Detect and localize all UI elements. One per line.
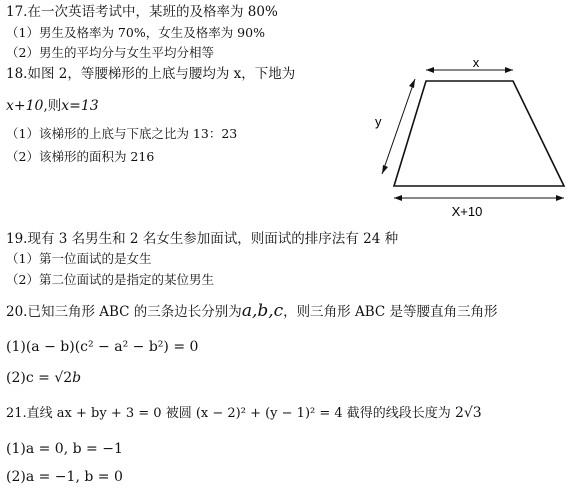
q21-stem-val: 2√3 — [454, 405, 482, 421]
q20-option-2 — [6, 369, 81, 385]
q21-stem-a: 21.直线 ax + by + 3 = 0 被圆 (x − 2)² + (y − 1)² = 4 截得的线段长度为 — [6, 406, 455, 421]
q21-option-2: (2)a = −1, b = 0 — [6, 469, 123, 485]
q20-option-2-prefix: (2)c = — [6, 370, 55, 386]
q18-condition-mid: ,则 — [43, 98, 62, 114]
q19-stem: 19.现有 3 名男生和 2 名女生参加面试，则面试的排序法有 24 种 — [6, 231, 399, 247]
q17-option-1: （1）男生及格率为 70%，女生及格率为 90% — [6, 25, 265, 40]
top-arrow-left — [426, 67, 434, 73]
q18-condition-right: x=13 — [61, 98, 99, 114]
q19-option-1: （1）第一位面试的是女生 — [6, 251, 152, 266]
q18-option-2: （2）该梯形的面积为 216 — [6, 149, 155, 164]
q19-option-2: （2）第二位面试的是指定的某位男生 — [6, 272, 214, 287]
q21-stem — [6, 404, 482, 420]
bottom-arrow-left — [394, 195, 402, 201]
q20-option-2-root: √2 — [54, 370, 73, 386]
q20-stem-b: ，则三角形 ABC 是等腰直角三角形 — [283, 304, 498, 320]
side-arrow-top — [409, 79, 415, 88]
top-arrow-right — [505, 67, 513, 73]
q18-condition-left: x+10 — [6, 98, 44, 114]
trapezoid-figure — [372, 58, 572, 218]
q21-option-1: (1)a = 0, b = −1 — [6, 441, 123, 457]
q17-stem: 17.在一次英语考试中，某班的及格率为 80% — [6, 4, 278, 20]
q18-condition — [6, 97, 99, 114]
q20-stem-a: 20.已知三角形 ABC 的三条边长分别为 — [6, 304, 242, 320]
q18-option-1: （1）该梯形的上底与下底之比为 13：23 — [6, 126, 238, 141]
q20-option-2-suffix: b — [72, 370, 82, 386]
q18-stem: 18.如图 2，等腰梯形的上底与腰均为 x，下地为 — [6, 66, 296, 82]
bottom-label: X+10 — [451, 204, 483, 218]
side-arrow-bottom — [382, 165, 388, 174]
bottom-arrow-right — [556, 195, 564, 201]
side-label: y — [375, 114, 382, 129]
q17-option-2: （2）男生的平均分与女生平均分相等 — [6, 45, 214, 60]
side-dimension-line — [382, 79, 415, 174]
trapezoid-shape — [394, 81, 564, 186]
top-label: x — [472, 58, 480, 70]
q20-stem-vars: a,b,c — [241, 301, 284, 321]
q20-option-1: (1)(a − b)(c² − a² − b²) = 0 — [6, 339, 199, 355]
q20-stem — [6, 303, 498, 320]
